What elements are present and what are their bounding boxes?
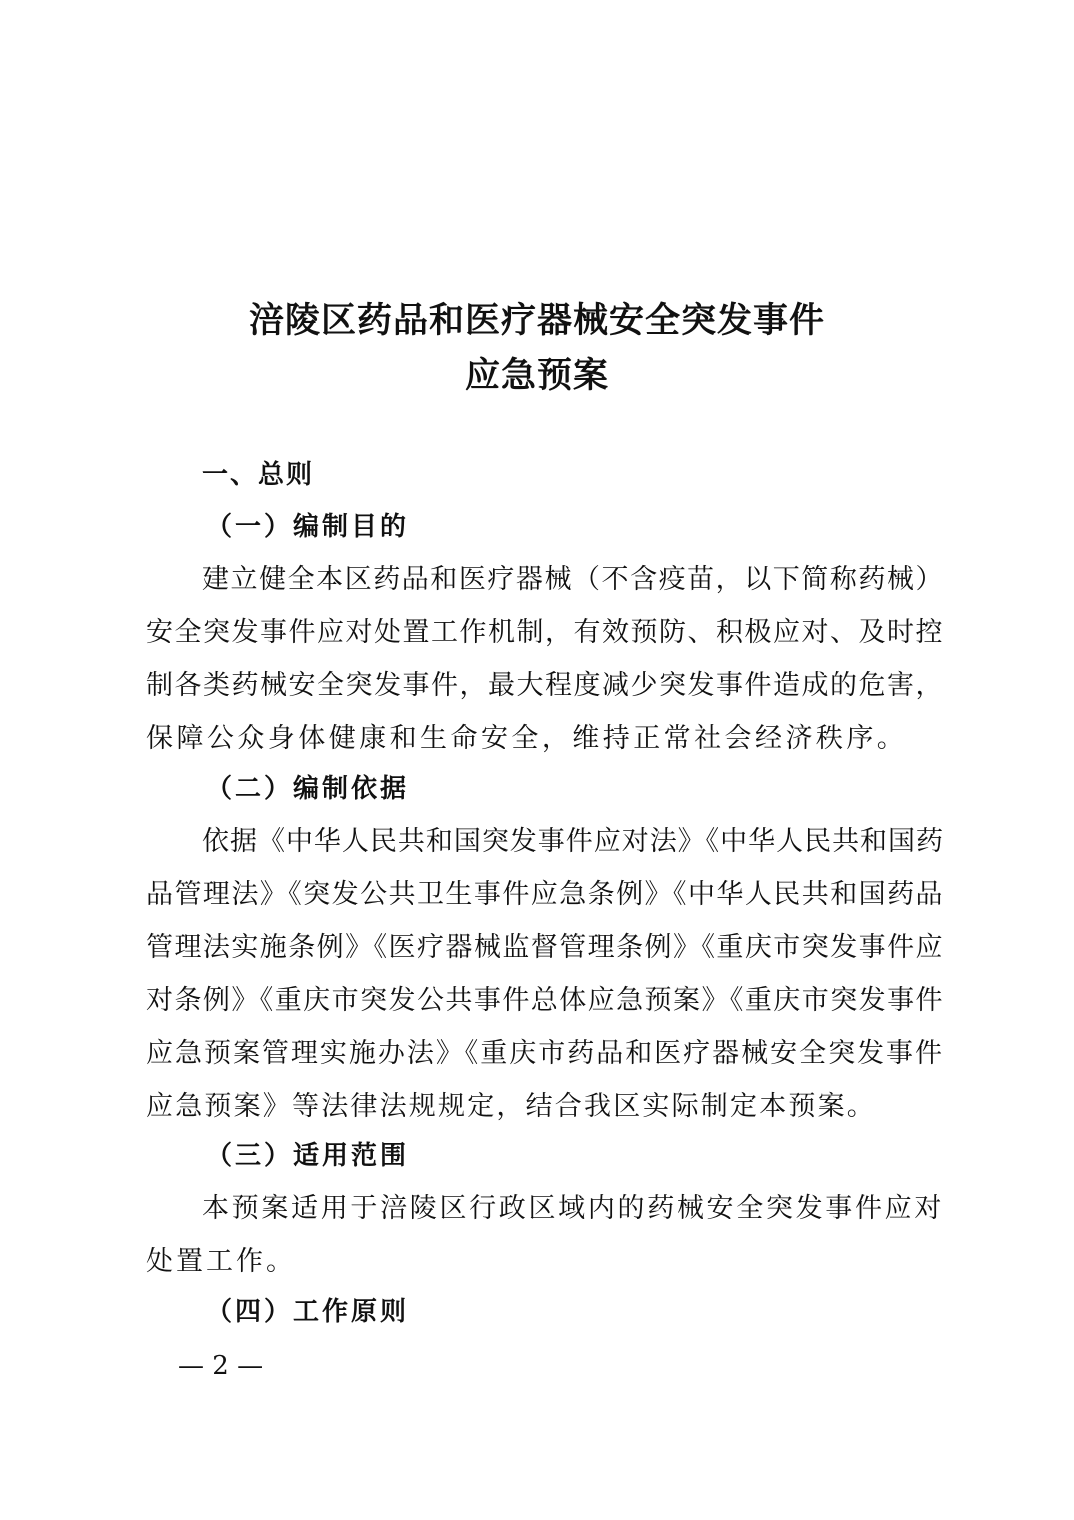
paragraph-line: 依据《中华人民共和国突发事件应对法》《中华人民共和国药	[202, 826, 944, 857]
paragraph-line: 本预案适用于涪陵区行政区域内的药械安全突发事件应对	[202, 1193, 944, 1224]
paragraph-line: 保障公众身体健康和生命安全，维持正常社会经济秩序。	[146, 723, 908, 754]
subsection-heading-purpose: （一）编制目的	[206, 512, 410, 542]
document-title-line-1: 涪陵区药品和医疗器械安全突发事件	[248, 300, 825, 341]
paragraph-line: 处置工作。	[146, 1246, 296, 1277]
document-title-line-2: 应急预案	[464, 355, 609, 396]
paragraph-line: 对条例》《重庆市突发公共事件总体应急预案》《重庆市突发事件	[146, 985, 944, 1016]
paragraph-line: 应急预案》等法律法规规定，结合我区实际制定本预案。	[146, 1091, 876, 1122]
subsection-heading-principles: （四）工作原则	[206, 1297, 410, 1327]
subsection-heading-basis: （二）编制依据	[206, 774, 410, 804]
page-number: — 2 —	[178, 1351, 264, 1381]
paragraph-line: 管理法实施条例》《医疗器械监督管理条例》《重庆市突发事件应	[146, 932, 944, 963]
paragraph-line: 建立健全本区药品和医疗器械（不含疫苗，以下简称药械）	[202, 564, 944, 595]
paragraph-line: 应急预案管理实施办法》《重庆市药品和医疗器械安全突发事件	[146, 1038, 944, 1069]
paragraph-line: 制各类药械安全突发事件，最大程度减少突发事件造成的危害，	[146, 670, 944, 701]
subsection-heading-scope: （三）适用范围	[206, 1141, 410, 1171]
paragraph-line: 品管理法》《突发公共卫生事件应急条例》《中华人民共和国药品	[146, 879, 944, 910]
paragraph-line: 安全突发事件应对处置工作机制，有效预防、积极应对、及时控	[146, 617, 944, 648]
section-heading-general: 一、总则	[202, 460, 315, 490]
